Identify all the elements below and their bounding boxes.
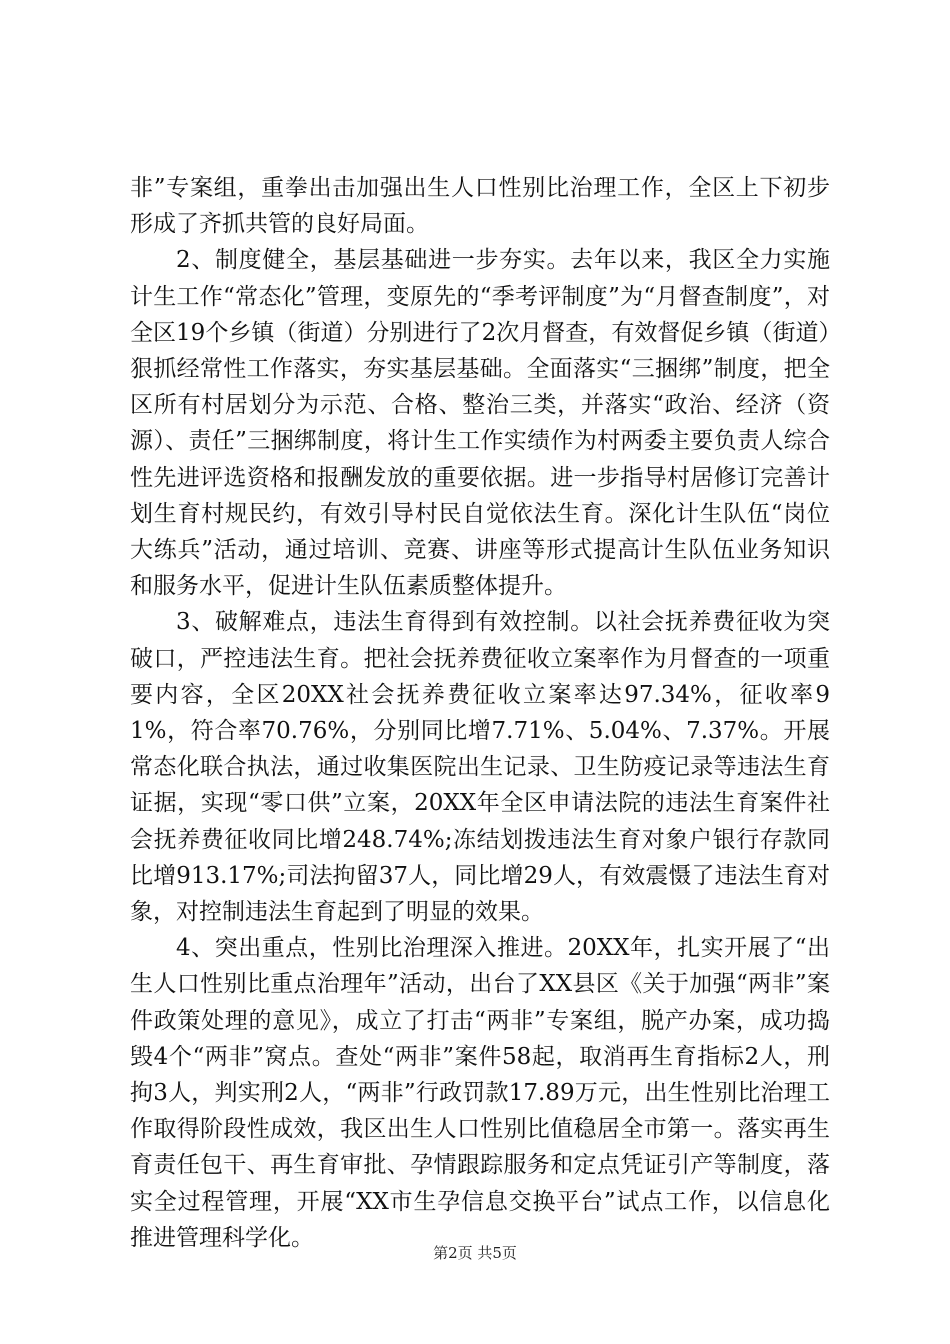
paragraph-illegal-birth-control: 3、破解难点，违法生育得到有效控制。以社会抚养费征收为突破口，严控违法生育。把社会抚养费征收立案率作为月督查的一项重要内容，全区20XX社会抚养费征收立案率达97.34%，征收率91%，符合率70.76%，分别同比增7.71%、5.04%、7.37%。开展常态化联合执法，通过收集医院出生记录、卫生防疫记录等违法生育证据，实现“零口供”立案，20XX年全区申请法院的违法生育案件社会抚养费征收同比增248.74%;冻结划拨违法生育对象户银行存款同比增913.17%;司法拘留37人，同比增29人，有效震慑了违法生育对象，对控制违法生育起到了明显的效果。 bbox=[130, 609, 830, 926]
paragraph-system-improvement: 2、制度健全，基层基础进一步夯实。去年以来，我区全力实施计生工作“常态化”管理，变原先的“季考评制度”为“月督查制度”，对全区19个乡镇（街道）分别进行了2次月督查，有效督促乡镇（街道）狠抓经常性工作落实，夯实基层基础。全面落实“三捆绑”制度，把全区所有村居划分为示范、合格、整治三类，并落实“政治、经济（资源）、责任”三捆绑制度，将计生工作实绩作为村两委主要负责人综合性先进评选资格和报酬发放的重要依据。进一步指导村居修订完善计划生育村规民约，有效引导村民自觉依法生育。深化计生队伍“岗位大练兵”活动，通过培训、竞赛、讲座等形式提高计生队伍业务知识和服务水平，促进计生队伍素质整体提升。 bbox=[130, 247, 830, 600]
paragraph-sex-ratio-governance: 4、突出重点，性别比治理深入推进。20XX年，扎实开展了“出生人口性别比重点治理年”活动，出台了XX县区《关于加强“两非”案件政策处理的意见》，成立了打击“两非”专案组，脱产办案，成功捣毁4个“两非”窝点。查处“两非”案件58起，取消再生育指标2人，刑拘3人，判实刑2人，“两非”行政罚款17.89万元，出生性别比治理工作取得阶段性成效，我区出生人口性别比值稳居全市第一。落实再生育责任包干、再生育审批、孕情跟踪服务和定点凭证引产等制度，落实全过程管理，开展“XX市生孕信息交换平台”试点工作，以信息化推进管理科学化。 bbox=[130, 935, 830, 1251]
paragraph-continuation: 非”专案组，重拳出击加强出生人口性别比治理工作，全区上下初步形成了齐抓共管的良好局面。 bbox=[130, 175, 830, 238]
document-body bbox=[130, 170, 830, 1256]
page-number-footer: 第2页 共5页 bbox=[433, 1244, 517, 1262]
